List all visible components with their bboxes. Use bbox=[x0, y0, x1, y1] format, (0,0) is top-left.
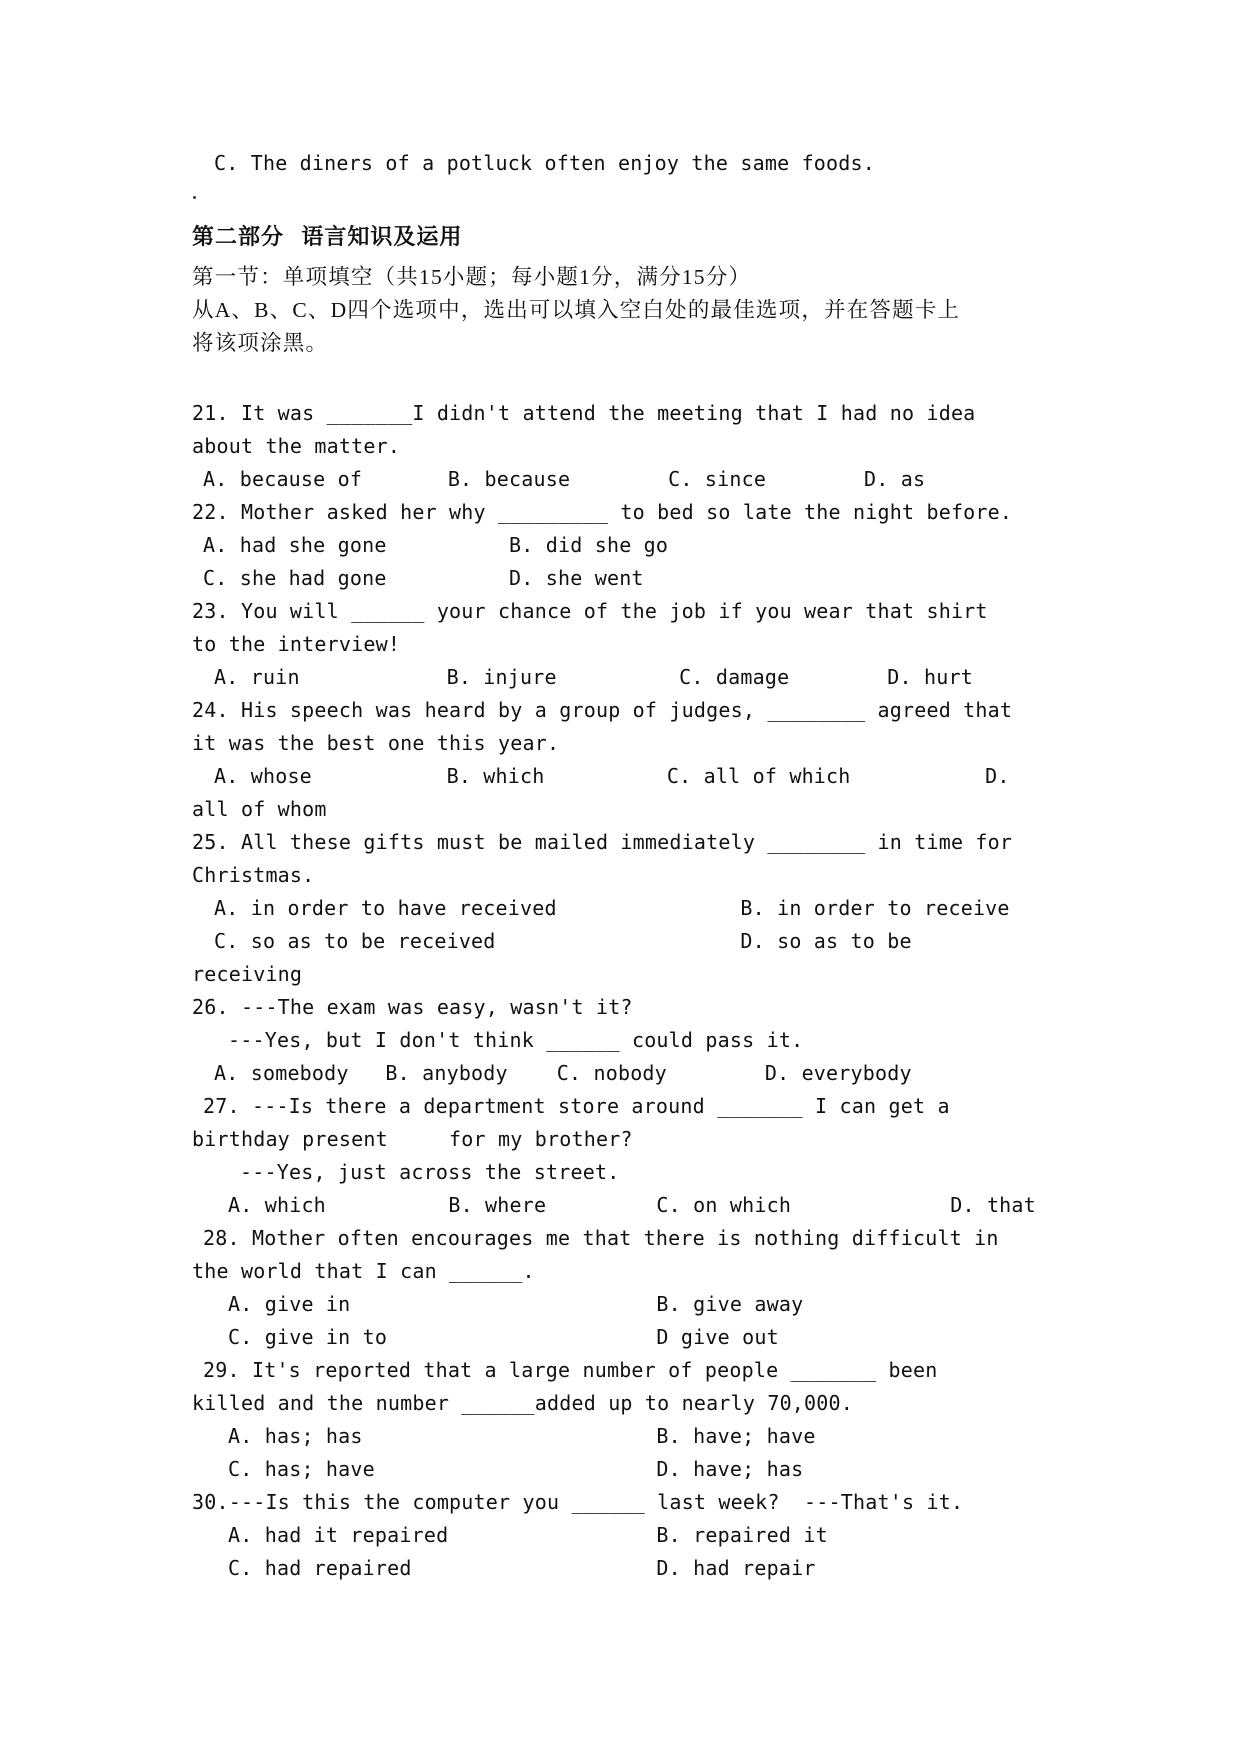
question-30-stem: 30.---Is this the computer you ______ last week? ---That's it. bbox=[192, 1490, 964, 1514]
question-28-stem-cont: the world that I can ______. bbox=[192, 1259, 535, 1283]
question-27-options: A. which B. where C. on which D. that bbox=[228, 1193, 1036, 1217]
question-23-stem: 23. You will ______ your chance of the job if you wear that shirt bbox=[192, 599, 988, 623]
question-28-options-ab: A. give in B. give away bbox=[228, 1292, 804, 1316]
question-21-stem: 21. It was _______I didn't attend the meeting that I had no idea bbox=[192, 401, 976, 425]
question-21-stem-cont: about the matter. bbox=[192, 434, 401, 458]
section-title: 第二部分 语言知识及运用 bbox=[192, 224, 463, 250]
separator-dot bbox=[193, 196, 196, 199]
section-subtitle: 第一节：单项填空（共15小题；每小题1分，满分15分） bbox=[192, 265, 752, 289]
question-22-stem: 22. Mother asked her why _________ to bed so late the night before. bbox=[192, 500, 1013, 524]
question-26-options: A. somebody B. anybody C. nobody D. everybody bbox=[214, 1061, 912, 1085]
question-22-options-cd: C. she had gone D. she went bbox=[203, 566, 644, 590]
question-27-reply: ---Yes, just across the street. bbox=[240, 1160, 620, 1184]
question-28-options-cd: C. give in to D give out bbox=[228, 1325, 779, 1349]
question-29-options-cd: C. has; have D. have; has bbox=[228, 1457, 804, 1481]
question-27-stem-cont: birthday present for my brother? bbox=[192, 1127, 633, 1151]
question-25-stem-cont: Christmas. bbox=[192, 863, 315, 887]
question-27-stem: 27. ---Is there a department store around _______ I can get a bbox=[203, 1094, 950, 1118]
question-29-stem: 29. It's reported that a large number of people _______ been bbox=[203, 1358, 938, 1382]
question-22-options-ab: A. had she gone B. did she go bbox=[203, 533, 669, 557]
question-24-options: A. whose B. which C. all of which D. bbox=[214, 764, 1010, 788]
question-25-stem: 25. All these gifts must be mailed immediately ________ in time for bbox=[192, 830, 1013, 854]
section-instruction-line-1: 从A、B、C、D四个选项中，选出可以填入空白处的最佳选项，并在答题卡上 bbox=[192, 298, 961, 322]
question-24-stem: 24. His speech was heard by a group of judges, ________ agreed that bbox=[192, 698, 1013, 722]
question-25-options-cont: receiving bbox=[192, 962, 303, 986]
section-instruction-line-2: 将该项涂黑。 bbox=[192, 331, 329, 355]
question-24-options-cont: all of whom bbox=[192, 797, 327, 821]
question-30-options-cd: C. had repaired D. had repair bbox=[228, 1556, 816, 1580]
question-30-options-ab: A. had it repaired B. repaired it bbox=[228, 1523, 828, 1547]
question-29-stem-cont: killed and the number ______added up to nearly 70,000. bbox=[192, 1391, 854, 1415]
question-25-options-ab: A. in order to have received B. in order to receive bbox=[214, 896, 1010, 920]
question-28-stem: 28. Mother often encourages me that there is nothing difficult in bbox=[203, 1226, 999, 1250]
question-26-stem-cont: ---Yes, but I don't think ______ could pass it. bbox=[228, 1028, 804, 1052]
question-25-options-cd: C. so as to be received D. so as to be bbox=[214, 929, 912, 953]
question-29-options-ab: A. has; has B. have; have bbox=[228, 1424, 816, 1448]
previous-option-c: C. The diners of a potluck often enjoy the same foods. bbox=[214, 151, 876, 175]
question-23-stem-cont: to the interview! bbox=[192, 632, 401, 656]
question-24-stem-cont: it was the best one this year. bbox=[192, 731, 560, 755]
question-26-stem: 26. ---The exam was easy, wasn't it? bbox=[192, 995, 633, 1019]
question-23-options: A. ruin B. injure C. damage D. hurt bbox=[214, 665, 973, 689]
question-21-options: A. because of B. because C. since D. as bbox=[203, 467, 926, 491]
